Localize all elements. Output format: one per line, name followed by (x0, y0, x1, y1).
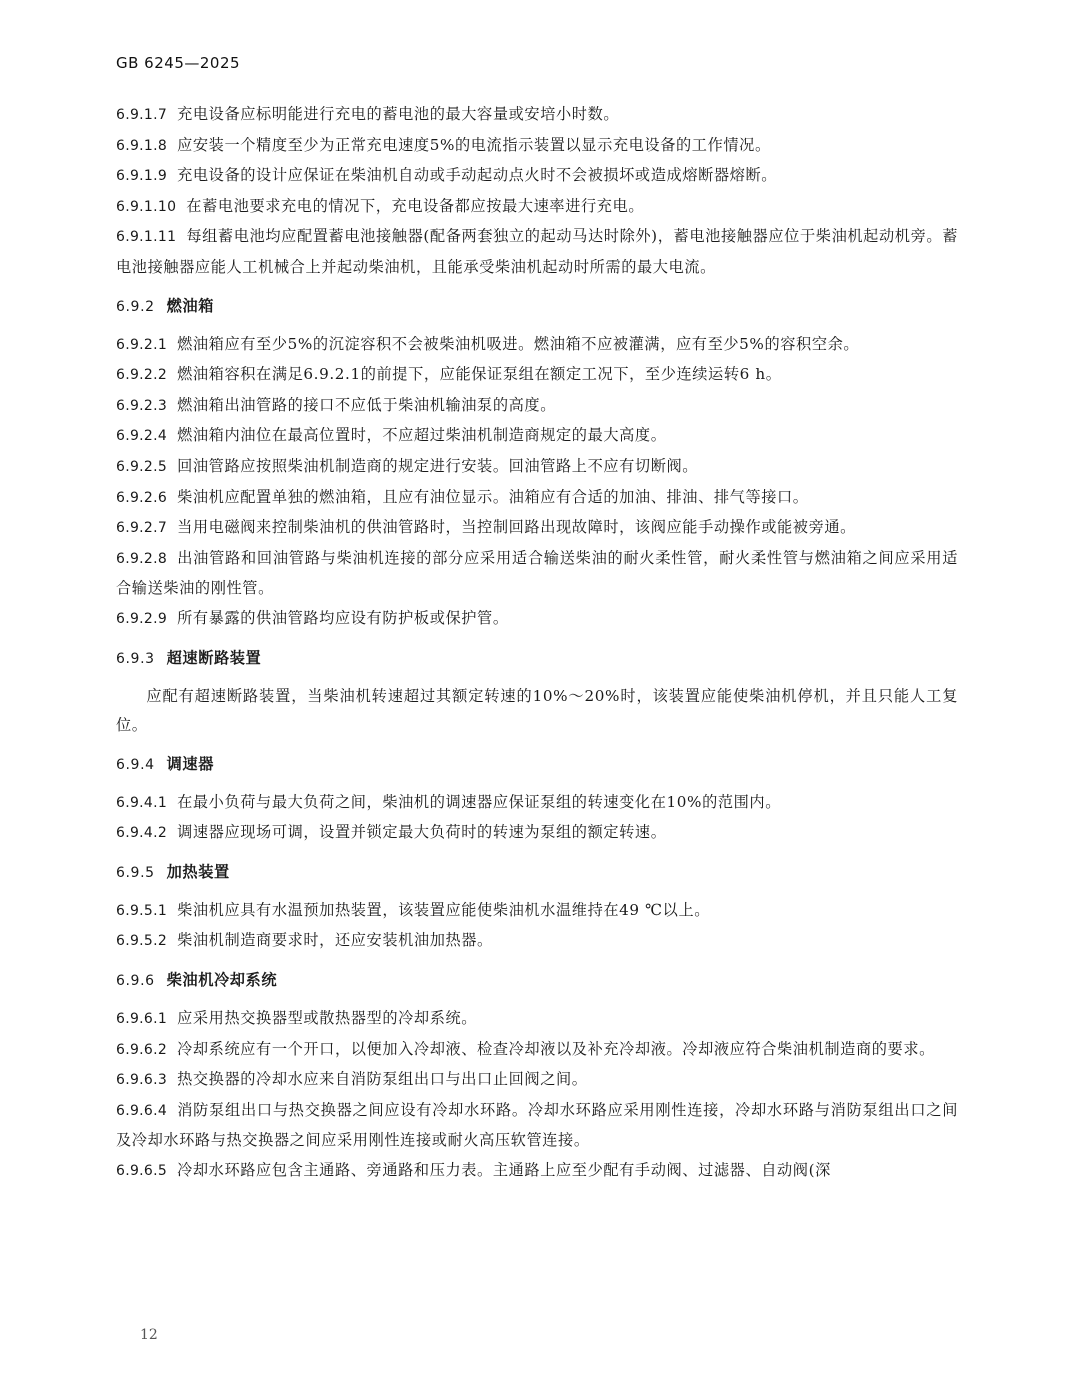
clause-number: 6.9.1.11 (116, 229, 177, 246)
clause-6-9-5-2 (116, 926, 958, 957)
section-heading-6-9-2 (116, 291, 958, 322)
clause-6-9-5-1 (116, 896, 958, 927)
clause-6-9-4-2 (116, 818, 958, 849)
section-heading-6-9-5 (116, 857, 958, 888)
section-title: 加热装置 (166, 862, 230, 881)
clause-6-9-2-9 (116, 604, 958, 635)
section-title: 调速器 (166, 754, 214, 773)
clause-text: 每组蓄电池均应配置蓄电池接触器(配备两套独立的起动马达时除外)，蓄电池接触器应位于柴油机起动机旁。蓄电池接触器应能人工机械合上并起动柴油机，且能承受柴油机起动时所需的最大电流。 (116, 227, 958, 276)
clause-number: 6.9.6.1 (116, 1011, 168, 1028)
clause-6-9-6-3 (116, 1065, 958, 1096)
section-number: 6.9.2 (116, 298, 155, 315)
section-heading-6-9-4 (116, 749, 958, 780)
clause-number: 6.9.6.2 (116, 1041, 168, 1058)
clause-text: 燃油箱出油管路的接口不应低于柴油机输油泵的高度。 (177, 395, 556, 414)
clause-number: 6.9.2.6 (116, 489, 168, 506)
section-title: 柴油机冷却系统 (166, 971, 278, 990)
document-body (116, 100, 958, 1187)
clause-6-9-4-1 (116, 788, 958, 819)
section-title: 燃油箱 (166, 296, 214, 315)
clause-text: 柴油机应配置单独的燃油箱，且应有油位显示。油箱应有合适的加油、排油、排气等接口。 (177, 487, 809, 506)
clause-text: 充电设备应标明能进行充电的蓄电池的最大容量或安培小时数。 (177, 105, 620, 123)
clause-number: 6.9.2.5 (116, 458, 168, 475)
clause-6-9-2-7 (116, 513, 958, 544)
section-number: 6.9.5 (116, 864, 155, 881)
section-number: 6.9.3 (116, 650, 155, 667)
clause-number: 6.9.6.3 (116, 1072, 168, 1089)
clause-number: 6.9.1.9 (116, 168, 168, 185)
clause-number: 6.9.2.8 (116, 550, 168, 567)
clause-6-9-2-2 (116, 360, 958, 391)
clause-6-9-2-3 (116, 391, 958, 422)
clause-6-9-6-4 (116, 1096, 958, 1156)
section-title: 超速断路装置 (166, 648, 262, 667)
clause-text: 燃油箱应有至少5%的沉淀容积不会被柴油机吸进。燃油箱不应被灌满，应有至少5%的容积空余。 (177, 334, 860, 353)
clause-text: 充电设备的设计应保证在柴油机自动或手动起动点火时不会被损坏或造成熔断器熔断。 (177, 166, 778, 185)
clause-number: 6.9.1.7 (116, 107, 168, 123)
clause-text: 所有暴露的供油管路均应设有防护板或保护管。 (177, 608, 509, 627)
clause-number: 6.9.4.1 (116, 794, 168, 811)
clause-text: 回油管路应按照柴油机制造商的规定进行安装。回油管路上不应有切断阀。 (177, 456, 699, 475)
clause-6-9-1-11 (116, 222, 958, 282)
page-number: 12 (140, 1327, 158, 1343)
clause-number: 6.9.2.4 (116, 428, 168, 445)
clause-text: 在蓄电池要求充电的情况下，充电设备都应按最大速率进行充电。 (186, 196, 645, 215)
section-heading-6-9-3 (116, 643, 958, 674)
clause-text: 在最小负荷与最大负荷之间，柴油机的调速器应保证泵组的转速变化在10%的范围内。 (177, 792, 781, 811)
clause-text: 应采用热交换器型或散热器型的冷却系统。 (177, 1009, 478, 1028)
clause-text: 调速器应现场可调，设置并锁定最大负荷时的转速为泵组的额定转速。 (177, 823, 667, 842)
clause-text: 消防泵组出口与热交换器之间应设有冷却水环路。冷却水环路应采用刚性连接，冷却水环路与消防泵组出口之间及冷却水环路与热交换器之间应采用刚性连接或耐火高压软管连接。 (116, 1100, 958, 1150)
clause-number: 6.9.2.1 (116, 336, 168, 353)
clause-6-9-1-7 (116, 100, 958, 131)
clause-text: 冷却系统应有一个开口，以便加入冷却液、检查冷却液以及补充冷却液。冷却液应符合柴油机制造商的要求。 (177, 1039, 935, 1058)
clause-6-9-6-5 (116, 1156, 958, 1187)
clause-number: 6.9.5.1 (116, 902, 168, 919)
clause-number: 6.9.2.3 (116, 397, 168, 414)
clause-number: 6.9.1.8 (116, 137, 168, 154)
section-number: 6.9.4 (116, 756, 155, 773)
clause-6-9-2-5 (116, 452, 958, 483)
clause-6-9-6-1 (116, 1004, 958, 1035)
clause-number: 6.9.2.2 (116, 367, 168, 384)
clause-text: 燃油箱容积在满足6.9.2.1的前提下，应能保证泵组在额定工况下，至少连续运转6 h。 (177, 365, 782, 384)
clause-text: 出油管路和回油管路与柴油机连接的部分应采用适合输送柴油的耐火柔性管，耐火柔性管与燃油箱之间应采用适合输送柴油的刚性管。 (116, 548, 958, 598)
clause-6-9-2-8 (116, 544, 958, 604)
clause-text: 当用电磁阀来控制柴油机的供油管路时，当控制回路出现故障时，该阀应能手动操作或能被旁通。 (177, 518, 856, 537)
clause-number: 6.9.6.5 (116, 1163, 168, 1180)
clause-number: 6.9.2.9 (116, 610, 168, 627)
clause-6-9-2-1 (116, 330, 958, 361)
clause-text: 柴油机制造商要求时，还应安装机油加热器。 (177, 931, 493, 950)
clause-number: 6.9.6.4 (116, 1102, 168, 1119)
clause-text: 燃油箱内油位在最高位置时，不应超过柴油机制造商规定的最大高度。 (177, 426, 667, 445)
clause-text: 冷却水环路应包含主通路、旁通路和压力表。主通路上应至少配有手动阀、过滤器、自动阀(深 (177, 1161, 831, 1180)
clause-6-9-1-8 (116, 131, 958, 162)
clause-6-9-1-9 (116, 161, 958, 192)
standard-code-header: GB 6245—2025 (116, 54, 241, 72)
section-number: 6.9.6 (116, 973, 155, 990)
clause-6-9-2-4 (116, 421, 958, 452)
clause-6-9-1-10 (116, 192, 958, 223)
clause-number: 6.9.1.10 (116, 198, 177, 215)
section-heading-6-9-6 (116, 965, 958, 996)
clause-text: 热交换器的冷却水应来自消防泵组出口与出口止回阀之间。 (177, 1070, 588, 1089)
clause-text: 柴油机应具有水温预加热装置，该装置应能使柴油机水温维持在49 ℃以上。 (177, 900, 711, 919)
clause-number: 6.9.2.7 (116, 520, 168, 537)
clause-6-9-2-6 (116, 483, 958, 514)
clause-number: 6.9.4.2 (116, 825, 168, 842)
clause-6-9-6-2 (116, 1035, 958, 1066)
paragraph-6-9-3: 应配有超速断路装置，当柴油机转速超过其额定转速的10%～20%时，该装置应能使柴油机停机，并且只能人工复位。 (116, 686, 958, 735)
clause-number: 6.9.5.2 (116, 933, 168, 950)
clause-text: 应安装一个精度至少为正常充电速度5%的电流指示装置以显示充电设备的工作情况。 (177, 135, 771, 154)
